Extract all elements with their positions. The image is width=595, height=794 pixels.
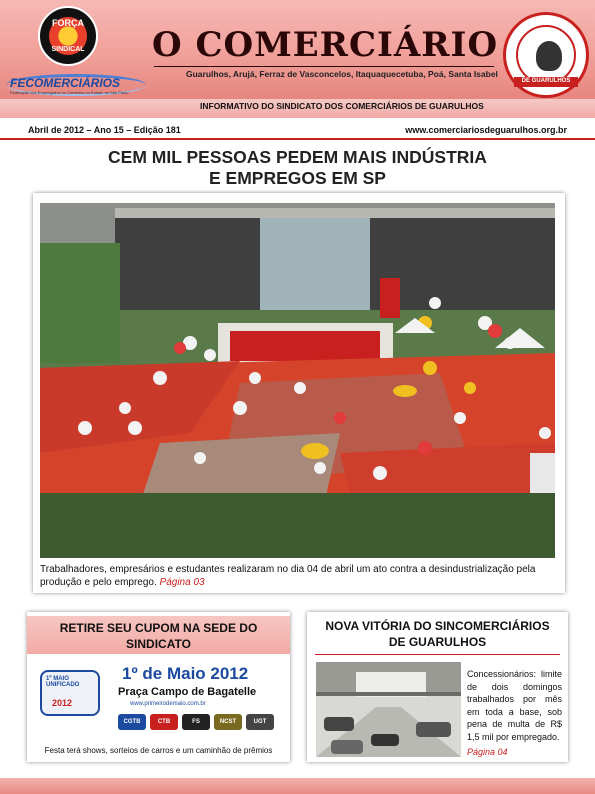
victory-box-title bbox=[307, 618, 568, 650]
crowd-photo-illustration bbox=[40, 203, 555, 558]
seal-inner-ring bbox=[516, 25, 576, 85]
victory-title-line2: DE GUARULHOS bbox=[388, 635, 487, 649]
coupon-title-line2: SINDICATO bbox=[126, 637, 191, 651]
footer-strip bbox=[0, 778, 595, 794]
banner-place: Praça Campo de Bagatelle bbox=[118, 686, 257, 698]
edition-info: Abril de 2012 – Ano 15 – Edição 181 bbox=[28, 125, 181, 135]
fecom-subtitle: Federação dos Empregados no Comércio no Estado de São Paulo bbox=[10, 90, 129, 95]
sponsor-logo-cgtb: CGTB bbox=[118, 714, 146, 730]
union-seal-logo bbox=[503, 12, 589, 98]
coupon-box-title bbox=[27, 616, 290, 654]
lead-headline-line2: E EMPREGOS EM SP bbox=[209, 168, 386, 188]
dealership-photo bbox=[316, 662, 461, 757]
lead-headline-line1: CEM MIL PESSOAS PEDEM MAIS INDÚSTRIA bbox=[108, 147, 487, 167]
seal-band-text: DE GUARULHOS bbox=[521, 78, 571, 84]
may-day-logo bbox=[40, 670, 100, 716]
sponsor-logo-ugt: UGT bbox=[246, 714, 274, 730]
sponsor-logo-fs: FS bbox=[182, 714, 210, 730]
may-day-logo-text: 1º MAIO UNIFICADO bbox=[46, 676, 80, 688]
victory-text: Concessionários: limite de dois domingos trabalhados por mês em toda a base, sob pena de multa de R$ 1,5 mil por empregado. bbox=[467, 669, 562, 742]
banner-date: 1º de Maio 2012 bbox=[122, 664, 249, 683]
victory-title-line1: NOVA VITÓRIA DO SINCOMERCIÁRIOS bbox=[325, 619, 550, 633]
dealership-photo-illustration bbox=[316, 662, 461, 757]
forca-logo-text-bottom: SINDICAL bbox=[51, 46, 85, 53]
fecomerciarios-logo bbox=[6, 72, 146, 98]
victory-title-rule bbox=[315, 654, 560, 655]
sponsor-logo-ctb: CTB bbox=[150, 714, 178, 730]
banner-url: www.primeirodemaio.com.br bbox=[130, 701, 206, 707]
lead-headline bbox=[40, 147, 555, 189]
may-day-banner bbox=[32, 656, 285, 742]
seal-worker-icon bbox=[536, 41, 562, 71]
title-rule bbox=[154, 66, 494, 67]
newspaper-title: O COMERCIÁRIO bbox=[152, 25, 499, 65]
website-link[interactable]: www.comerciariosdeguarulhos.org.br bbox=[405, 125, 567, 135]
sponsor-logo-ncst: NCST bbox=[214, 714, 242, 730]
lead-page-reference[interactable]: Página 03 bbox=[159, 577, 205, 588]
forca-sindical-logo bbox=[38, 6, 98, 66]
forca-logo-text-top: FORÇA bbox=[52, 18, 84, 28]
coupon-box bbox=[27, 612, 290, 762]
fecom-name: FECOMERCIÁRIOS bbox=[10, 76, 121, 90]
lead-caption-text: Trabalhadores, empresários e estudantes realizaram no dia 04 de abril um ato contra a desindustrialização pela produção e pelo emprego. bbox=[40, 564, 536, 588]
informativo-line: INFORMATIVO DO SINDICATO DOS COMERCIÁRIOS DE GUARULHOS bbox=[200, 101, 484, 111]
coupon-footer: Festa terá shows, sorteios de carros e um caminhão de prêmios bbox=[44, 746, 273, 755]
cities-line: Guarulhos, Arujá, Ferraz de Vasconcelos, Itaquaquecetuba, Poá, Santa Isabel bbox=[186, 69, 498, 79]
victory-page-reference[interactable]: Página 04 bbox=[467, 747, 508, 757]
lead-photo bbox=[40, 203, 555, 558]
lead-caption bbox=[40, 563, 560, 589]
victory-box bbox=[307, 612, 568, 762]
coupon-title-line1: RETIRE SEU CUPOM NA SEDE DO bbox=[59, 621, 258, 635]
may-day-logo-year: 2012 bbox=[52, 698, 73, 708]
